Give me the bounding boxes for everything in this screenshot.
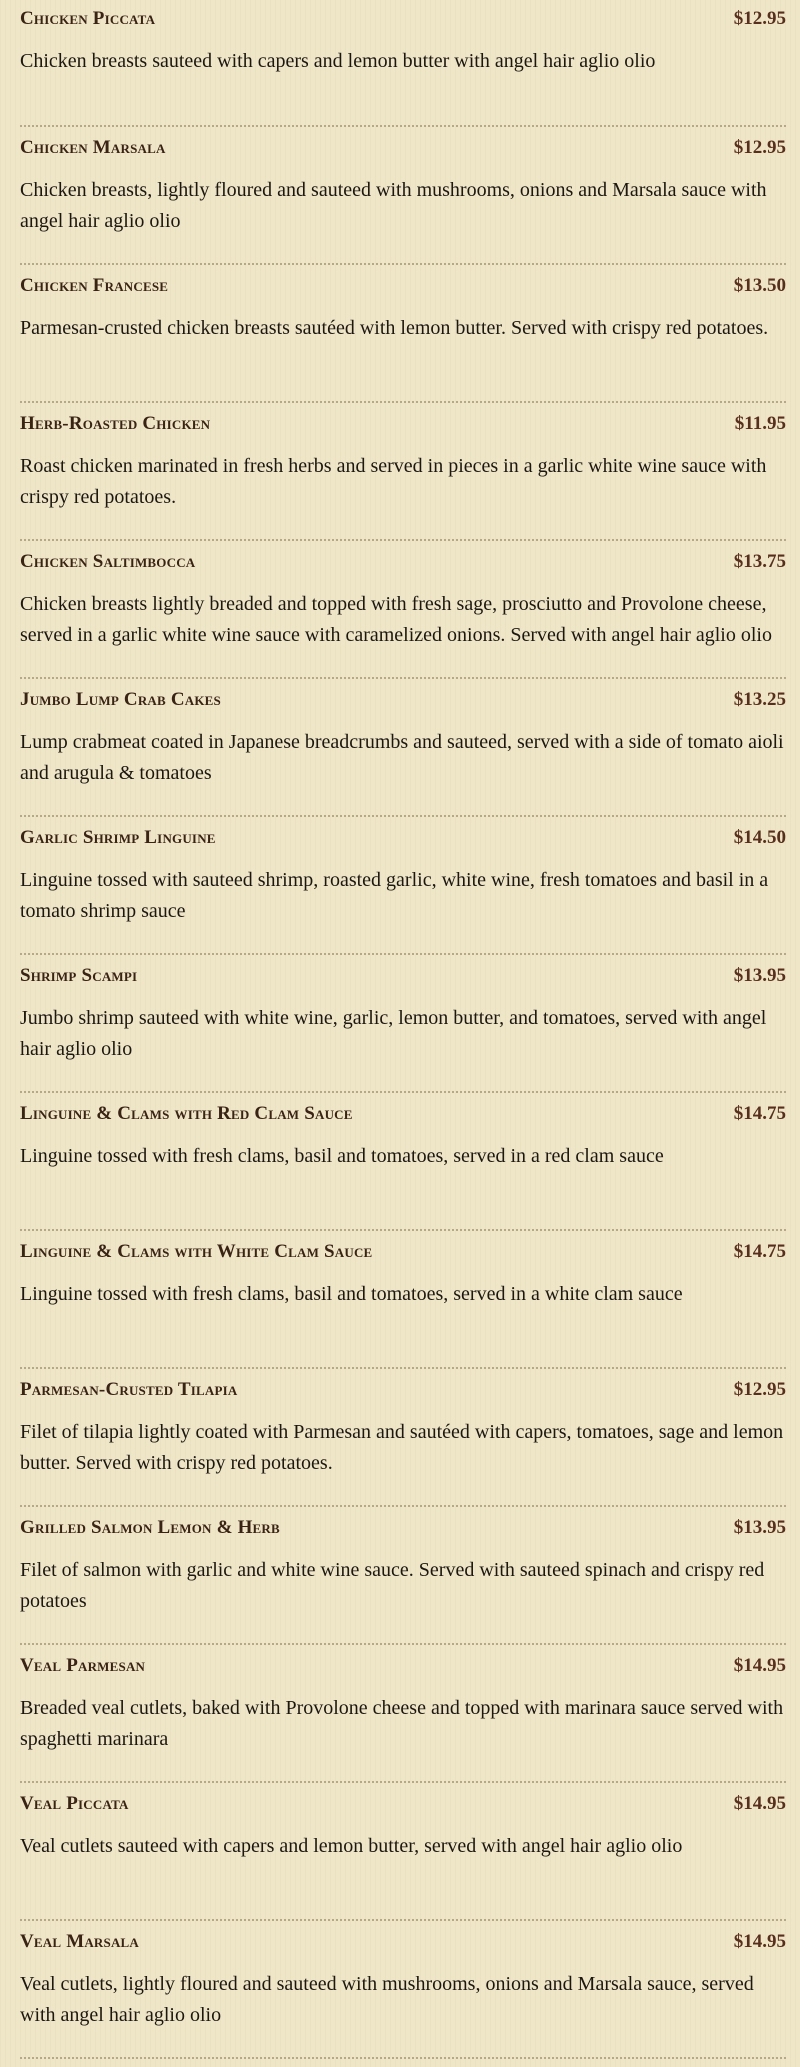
menu-item-header (20, 1655, 786, 1681)
menu-item-description: Breaded veal cutlets, baked with Provolone cheese and topped with marinara sauce served with spaghetti marinara (20, 1697, 784, 1750)
menu-item-description: Linguine tossed with fresh clams, basil and tomatoes, served in a red clam sauce (20, 1145, 664, 1167)
menu-item (20, 1783, 786, 1921)
menu-item-price: $13.25 (733, 689, 786, 710)
menu-item-price: $12.95 (733, 137, 786, 158)
menu-item-header (20, 413, 786, 439)
menu-item-price: $14.75 (733, 1241, 786, 1262)
menu-item-header (20, 1379, 786, 1405)
menu-item-header (20, 1241, 786, 1267)
menu-item-header (20, 8, 786, 34)
menu-item-header (20, 689, 786, 715)
menu-item-header (20, 1517, 786, 1543)
menu-item-price: $14.50 (733, 827, 786, 848)
menu-item-description: Roast chicken marinated in fresh herbs and served in pieces in a garlic white wine sauce with crispy red potatoes. (20, 455, 767, 508)
menu-item (20, 403, 786, 541)
menu-item-price: $13.75 (733, 551, 786, 572)
menu-item-price: $14.75 (733, 1103, 786, 1124)
menu-item-description: Filet of tilapia lightly coated with Parmesan and sautéed with capers, tomatoes, sage and lemon butter. Served with crispy red potatoes. (20, 1421, 784, 1474)
menu-item-name: Grilled Salmon Lemon & Herb (20, 1517, 280, 1538)
menu-item-description: Lump crabmeat coated in Japanese breadcrumbs and sauteed, served with a side of tomato aioli and arugula & tomatoes (20, 731, 784, 784)
menu-item-price: $12.95 (733, 8, 786, 29)
menu-item (20, 265, 786, 403)
menu-item-name: Veal Piccata (20, 1793, 129, 1814)
menu-item (20, 1645, 786, 1783)
menu-item-description: Filet of salmon with garlic and white wine sauce. Served with sauteed spinach and crispy red potatoes (20, 1559, 765, 1612)
menu-item-price: $14.95 (733, 1931, 786, 1952)
menu-item-header (20, 1931, 786, 1957)
menu-item-header (20, 965, 786, 991)
menu-item-description: Linguine tossed with fresh clams, basil and tomatoes, served in a white clam sauce (20, 1283, 683, 1305)
menu-item-header (20, 827, 786, 853)
menu-item (20, 127, 786, 265)
menu-item-description: Jumbo shrimp sauteed with white wine, garlic, lemon butter, and tomatoes, served with angel hair aglio olio (20, 1007, 767, 1060)
menu-item-name: Jumbo Lump Crab Cakes (20, 689, 221, 710)
menu-item-name: Garlic Shrimp Linguine (20, 827, 216, 848)
menu-item-price: $14.95 (733, 1793, 786, 1814)
menu-item (20, 817, 786, 955)
menu-item-name: Chicken Piccata (20, 8, 156, 29)
menu-item-price: $11.95 (734, 413, 786, 434)
menu-item-name: Veal Parmesan (20, 1655, 146, 1676)
menu-item (20, 1507, 786, 1645)
menu-item-price: $12.95 (733, 1379, 786, 1400)
menu-item-description: Chicken breasts, lightly floured and sauteed with mushrooms, onions and Marsala sauce with angel hair aglio olio (20, 179, 767, 232)
menu-item-name: Veal Marsala (20, 1931, 139, 1952)
menu-item-description: Chicken breasts sauteed with capers and lemon butter with angel hair aglio olio (20, 50, 656, 72)
menu-item-name: Parmesan-Crusted Tilapia (20, 1379, 238, 1400)
menu-item-price: $14.95 (733, 1655, 786, 1676)
menu-item-description: Veal cutlets sauteed with capers and lemon butter, served with angel hair aglio olio (20, 1835, 683, 1857)
menu-item-price: $13.95 (733, 1517, 786, 1538)
menu-item (20, 1231, 786, 1369)
menu-item (20, 1369, 786, 1507)
menu-item-description: Linguine tossed with sauteed shrimp, roasted garlic, white wine, fresh tomatoes and basil in a tomato shrimp sauce (20, 869, 769, 922)
menu-item-name: Chicken Marsala (20, 137, 166, 158)
menu-item-header (20, 551, 786, 577)
menu-item-name: Linguine & Clams with Red Clam Sauce (20, 1103, 353, 1124)
menu-item-name: Herb-Roasted Chicken (20, 413, 211, 434)
menu-item-header (20, 1103, 786, 1129)
menu-item-header (20, 137, 786, 163)
menu-item (20, 1921, 786, 2059)
menu-item-description: Parmesan-crusted chicken breasts sautéed with lemon butter. Served with crispy red potatoes. (20, 317, 769, 339)
menu-item-price: $13.95 (733, 965, 786, 986)
menu-item-name: Chicken Francese (20, 275, 169, 296)
menu-item (20, 955, 786, 1093)
menu-item-description: Veal cutlets, lightly floured and sauteed with mushrooms, onions and Marsala sauce, served with angel hair aglio olio (20, 1973, 754, 2026)
menu-item-header (20, 275, 786, 301)
menu-item (20, 0, 786, 127)
menu-item-price: $13.50 (733, 275, 786, 296)
menu-item-name: Chicken Saltimbocca (20, 551, 196, 572)
menu-item (20, 679, 786, 817)
menu-item-name: Shrimp Scampi (20, 965, 138, 986)
menu-item (20, 541, 786, 679)
menu-item-description: Chicken breasts lightly breaded and topped with fresh sage, prosciutto and Provolone cheese, served in a garlic white wine sauce with caramelized onions. Served with angel hair aglio olio (20, 593, 772, 646)
menu-item-name: Linguine & Clams with White Clam Sauce (20, 1241, 373, 1262)
menu-item (20, 1093, 786, 1231)
menu-item-header (20, 1793, 786, 1819)
